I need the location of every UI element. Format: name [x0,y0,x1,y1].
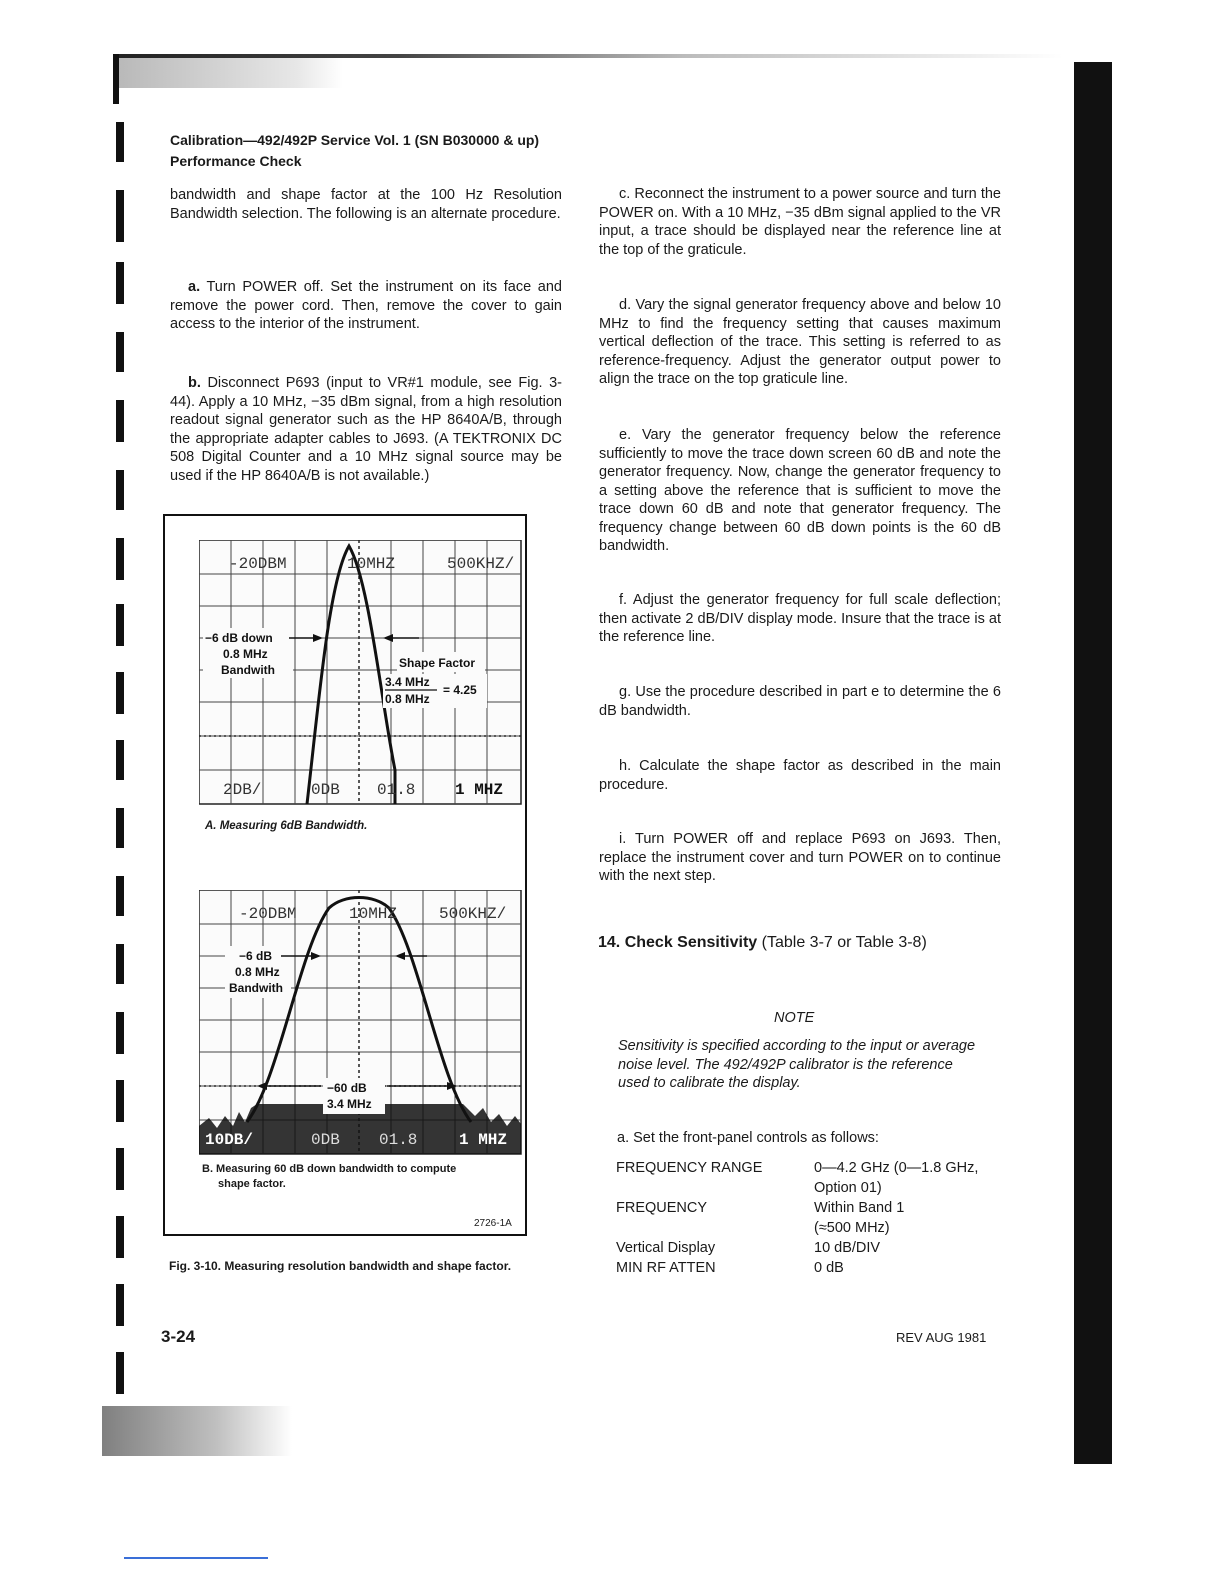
control-name: Vertical Display [616,1240,716,1256]
panel-b-caption-2: shape factor. [218,1178,286,1190]
annotation-label: 0.8 MHz [235,965,280,979]
binder-mark [116,332,124,372]
control-value-line: 0—4.2 GHz (0—1.8 GHz, [814,1160,979,1176]
step-i-paragraph [599,830,1001,886]
step-text: Reconnect the instrument to a power source and turn the POWER on. With a 10 MHz, −35 dBm signal applied to the VR input, a trace should be displayed near the reference line at the top of the graticule. [599,186,1001,258]
step-text: Turn POWER off and replace P693 on J693. Then, replace the instrument cover and turn POWER on to continue with the next step. [599,831,1001,884]
screen-readout: 01.8 [379,1131,418,1149]
step-text: Turn POWER off. Set the instrument on its face and remove the power cord. Then, remove the cover to gain access to the interior of the instrument. [170,279,562,332]
step-text: Vary the signal generator frequency above and below 10 MHz to find the frequency setting that causes maximum vertical deflection of the trace. This setting is referred to as reference-frequency. Adjust the generator output power to align the trace on the top graticule line. [599,297,1001,387]
annotation-label: −6 dB down [205,631,273,645]
screen-readout: 1 MHZ [459,1131,508,1149]
panel-a-screen [199,540,523,806]
control-value [814,1198,904,1238]
step-label: a. [188,279,201,295]
figure-caption: Fig. 3-10. Measuring resolution bandwidth and shape factor. [169,1259,512,1273]
binder-mark [116,1216,124,1258]
screen-readout: 500KHZ/ [447,555,515,573]
annotation-label: −60 dB [327,1081,367,1095]
step-text: Use the procedure described in part e to determine the 6 dB bandwidth. [599,684,1001,719]
step-e-paragraph [599,426,1001,556]
binder-mark [116,1284,124,1326]
screen-readout: 0DB [311,781,340,799]
annotation-label: 3.4 MHz [327,1097,372,1111]
control-value-line: Option 01) [814,1180,882,1196]
step-label: d. [619,297,632,313]
step-label: h. [619,758,632,774]
binder-mark [116,944,124,984]
annotation-label: Bandwith [221,663,275,677]
binder-mark [116,1148,124,1190]
annotation-label: Shape Factor [399,656,476,670]
binder-mark [116,876,124,916]
control-value [814,1158,978,1198]
step-label: c. [619,186,631,202]
fraction-denominator: 0.8 MHz [385,692,430,706]
page-number: 3-24 [161,1327,196,1346]
section-title: Performance Check [170,153,302,169]
note-title: NOTE [774,1010,815,1026]
control-name: FREQUENCY RANGE [616,1160,763,1176]
control-name: FREQUENCY [616,1200,708,1216]
binder-mark [116,1012,124,1054]
control-row [616,1258,1016,1278]
step-text: Calculate the shape factor as described in the main procedure. [599,758,1001,793]
bottom-scan-smudge [102,1406,292,1456]
step-g-paragraph [599,683,1001,720]
step-label: f. [619,592,628,608]
step-d-paragraph [599,296,1001,389]
binder-mark [116,740,124,780]
binder-mark [116,122,124,162]
control-row [616,1238,1016,1258]
binder-mark [116,400,124,442]
fraction-numerator: 3.4 MHz [385,675,430,689]
bottom-blue-rule [124,1557,268,1559]
binder-mark [116,190,124,242]
screen-readout: 10DB/ [205,1131,254,1149]
binder-mark [116,1080,124,1122]
binder-mark [116,604,124,646]
binder-mark [116,538,124,580]
top-left-corner-mark [113,54,119,104]
step-14a-text: a. Set the front-panel controls as follows: [617,1130,879,1146]
step-f-paragraph [599,591,1001,647]
step-h-paragraph [599,757,1001,794]
step-14-heading [598,934,927,952]
figure-code: 2726-1A [474,1218,512,1229]
panel-b-caption: B. Measuring 60 dB down bandwidth to compute [202,1163,457,1175]
step-text: Vary the generator frequency below the reference sufficiently to move the trace down screen 60 dB and note the generator frequency. Now, change the generator frequency to a setting above the reference that is sufficient to move the trace down 60 dB and note that generator frequency. The frequency change between 60 dB down points is the 60 dB bandwidth. [599,427,1001,554]
screen-readout: 500KHZ/ [439,905,507,923]
screen-readout: 01.8 [377,781,416,799]
panel-b-screen [199,890,523,1156]
step-a-paragraph [170,278,562,334]
step-text: Adjust the generator frequency for full scale deflection; then activate 2 dB/DIV display mode. Insure that the trace is at the reference line. [599,592,1001,645]
intro-paragraph: bandwidth and shape factor at the 100 Hz Resolution Bandwidth selection. The following is an alternate procedure. [170,187,562,222]
step-b-paragraph [170,374,562,485]
right-scan-edge [1074,62,1112,1464]
note-text: Sensitivity is specified according to the input or average noise level. The 492/492P calibrator is the reference used to calibrate the display. [618,1038,976,1091]
binder-mark [116,262,124,304]
screen-readout: 2DB/ [223,781,262,799]
revision-date: REV AUG 1981 [896,1330,987,1345]
control-row [616,1158,1016,1198]
binder-mark [116,672,124,714]
screen-readout: -20DBM [229,555,287,573]
controls-table [616,1158,1016,1278]
binder-mark [116,808,124,848]
screen-readout: 0DB [311,1131,340,1149]
binder-mark [116,1352,124,1394]
control-row [616,1198,1016,1238]
annotation-label: Bandwith [229,981,283,995]
step-label: i. [619,831,627,847]
binder-mark [116,470,124,510]
screen-readout: -20DBM [239,905,297,923]
step-label: e. [619,427,632,443]
annotation-label: 0.8 MHz [223,647,268,661]
screen-readout: 10MHZ [349,905,398,923]
step-c-paragraph [599,185,1001,259]
control-name: MIN RF ATTEN [616,1260,716,1276]
screen-readout: 10MHZ [347,555,396,573]
annotation-label: −6 dB [239,949,273,963]
step-text: Disconnect P693 (input to VR#1 module, see Fig. 3-44). Apply a 10 MHz, −35 dBm signal, from a high resolution readout signal generator such as the HP 8640A/B, through the appropriate adapter cables to J693. (A TEKTRONIX DC 508 Digital Counter and a 10 MHz signal source may be used if the HP 8640A/B is not available.) [170,375,563,484]
step-label: b. [188,375,201,391]
control-value-line: Within Band 1 [814,1200,905,1216]
panel-a-caption: A. Measuring 6dB Bandwidth. [205,820,368,832]
control-value: 0 dB [814,1260,844,1276]
step-label: g. [619,684,632,700]
step-14-title: 14. Check Sensitivity [598,934,758,951]
control-value-line: (≈500 MHz) [814,1220,890,1236]
control-value: 10 dB/DIV [814,1240,881,1256]
fraction-value: = 4.25 [443,683,477,697]
screen-readout: 1 MHZ [455,781,504,799]
running-header: Calibration—492/492P Service Vol. 1 (SN B030000 & up) [170,132,540,148]
step-14-ref: (Table 3-7 or Table 3-8) [761,934,927,951]
top-scan-smudge [113,58,343,88]
